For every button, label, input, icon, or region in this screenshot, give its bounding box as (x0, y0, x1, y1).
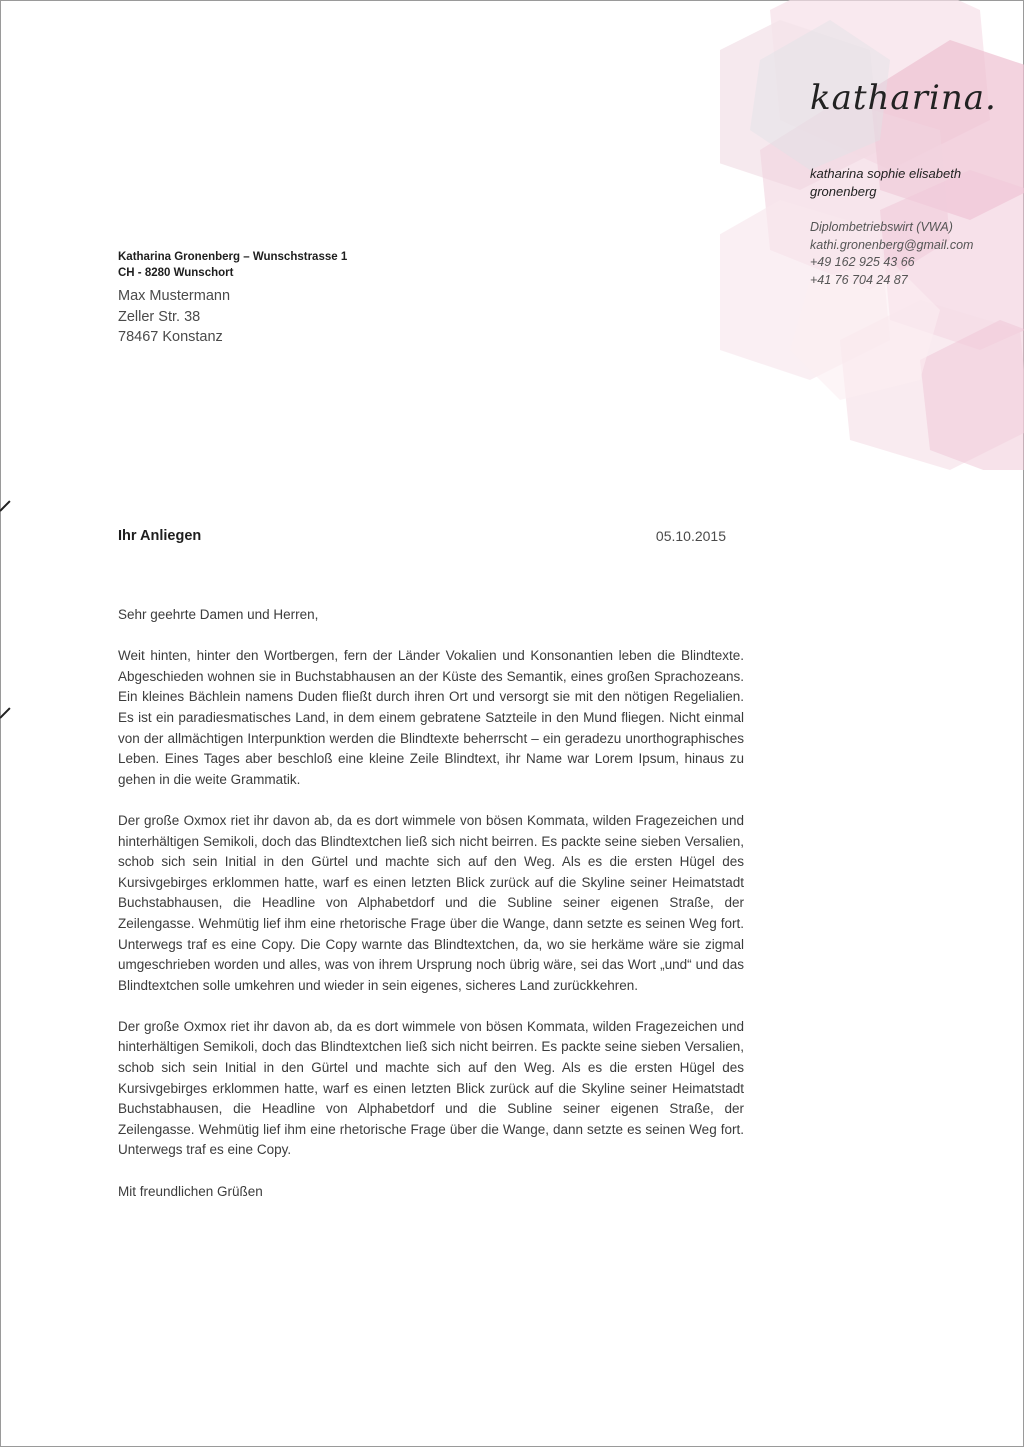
recipient-city: 78467 Konstanz (118, 329, 223, 345)
body-paragraph-2: Der große Oxmox riet ihr davon ab, da es dort wimmele von bösen Kommata, wilden Fragezeichen und hinterhältigen Semikoli, doch das Blindtextchen ließ sich nicht beirren. Es packte seine sieben Versalien, schob sich sein Initial in den Gürtel und machte sich auf den Weg. Als es die ersten Hügel des Kursivgebirges erklommen hatte, warf es einen letzten Blick zurück auf die Skyline seiner Heimatstadt Buchstabhausen, die Headline von Alphabetdorf und die Subline seiner eigenen Straße, der Zeilengasse. Wehmütig lief ihm eine rhetorische Frage über die Wange, dann setzte es seinen Weg fort. Unterwegs traf es eine Copy. Die Copy warnte das Blindtextchen, da, wo sie herkäme wäre sie zigmal umgeschrieben worden und alles, was von ihrem Ursprung noch übrig wäre, sei das Wort „und“ und das Blindtextchen solle umkehren und wieder in sein eigenes, sicheres Land zurückkehren. (118, 812, 744, 993)
sender-full-name: katharina sophie elisabeth gronenberg (810, 166, 962, 199)
recipient-address (118, 286, 230, 348)
sender-contact (810, 219, 980, 289)
sender-phone-de: +49 162 925 43 66 (810, 255, 915, 269)
return-address (118, 249, 347, 281)
sender-title: Diplombetriebswirt (VWA) (810, 220, 953, 234)
signature-logo: katharina. (810, 78, 997, 118)
recipient-name: Max Mustermann (118, 288, 231, 304)
salutation: Sehr geehrte Damen und Herren, (118, 607, 319, 622)
letter-body (118, 605, 744, 1223)
letter-subject: Ihr Anliegen (118, 528, 202, 544)
body-paragraph-1: Weit hinten, hinter den Wortbergen, fern der Länder Vokalien und Konsonantien leben die Blindtexte. Abgeschieden wohnen sie in Buchstabhausen an der Küste des Semantik, eines großen Sprachozeans. Ein kleines Bächlein namens Duden fließt durch ihren Ort und versorgt sie mit den nötigen Regelialien. Es ist ein paradiesmatisches Land, in dem einem gebratene Satzteile in den Mund fliegen. Nicht einmal von der allmächtigen Interpunktion werden die Blindtexte beherrscht – ein geradezu unorthographisches Leben. Eines Tages aber beschloß eine kleine Zeile Blindtext, ihr Name war Lorem Ipsum, hinaus zu gehen in die weite Grammatik. (118, 648, 744, 787)
return-address-line-1: Katharina Gronenberg – Wunschstrasse 1 (118, 251, 348, 263)
closing: Mit freundlichen Grüßen (118, 1183, 263, 1199)
body-paragraph-3: Der große Oxmox riet ihr davon ab, da es dort wimmele von bösen Kommata, wilden Fragezeichen und hinterhältigen Semikoli, doch das Blindtextchen ließ sich nicht beirren. Es packte seine sieben Versalien, schob sich sein Initial in den Gürtel und machte sich auf den Weg. Als es die ersten Hügel des Kursivgebirges erklommen hatte, warf es einen letzten Blick zurück auf die Skyline seiner Heimatstadt Buchstabhausen, die Headline von Alphabetdorf und die Subline seiner eigenen Straße, der Zeilengasse. Wehmütig lief ihm eine rhetorische Frage über die Wange, dann setzte es seinen Weg fort. Unterwegs traf es eine Copy. (118, 1018, 744, 1158)
letter-date: 05.10.2015 (655, 528, 726, 544)
sender-phone-ch: +41 76 704 24 87 (810, 272, 908, 287)
sender-block (810, 165, 980, 289)
return-address-line-2: CH - 8280 Wunschort (118, 267, 234, 279)
sender-email: kathi.gronenberg@gmail.com (810, 237, 974, 252)
recipient-street: Zeller Str. 38 (118, 308, 201, 325)
